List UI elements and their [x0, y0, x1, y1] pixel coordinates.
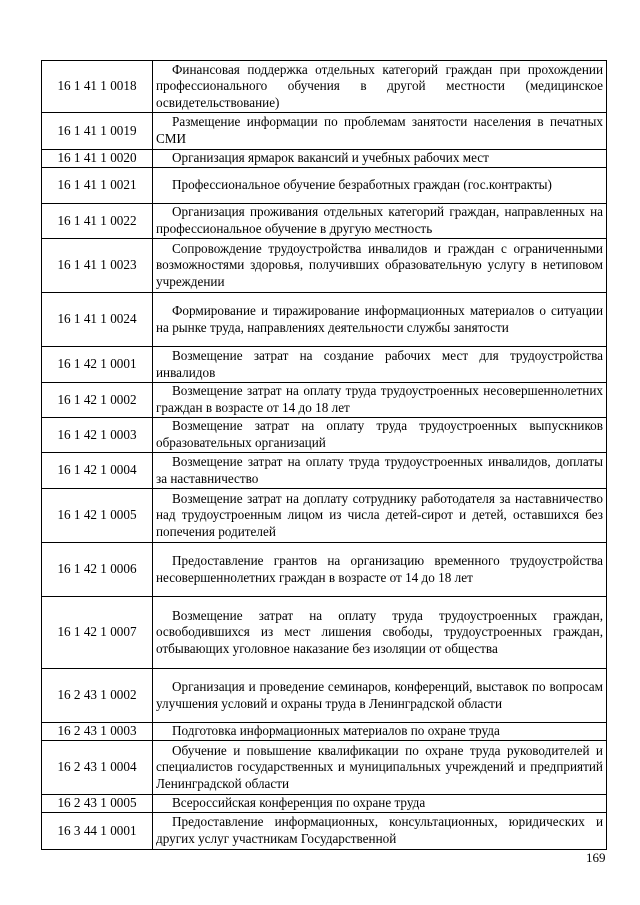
row-code: 16 1 41 1 0023 [42, 239, 153, 293]
row-description: Организация и проведение семинаров, конференций, выставок по вопросам улучшения условий и охраны труда в Ленинградской области [153, 669, 607, 723]
row-description: Подготовка информационных материалов по охране труда [153, 723, 607, 741]
row-code: 16 1 41 1 0019 [42, 113, 153, 150]
table-row [42, 669, 607, 723]
row-description: Сопровождение трудоустройства инвалидов и граждан с ограниченными возможностями здоровья, получивших образовательную услугу в нетиповом учреждении [153, 239, 607, 293]
row-description: Размещение информации по проблемам занятости населения в печатных СМИ [153, 113, 607, 150]
row-code: 16 2 43 1 0004 [42, 741, 153, 795]
row-code: 16 1 42 1 0007 [42, 597, 153, 669]
row-code: 16 2 43 1 0005 [42, 795, 153, 813]
budget-code-table [41, 60, 607, 850]
table-row [42, 453, 607, 489]
row-description: Возмещение затрат на оплату труда трудоустроенных выпускников образовательных организаций [153, 418, 607, 453]
table-body [42, 61, 607, 850]
row-code: 16 2 43 1 0003 [42, 723, 153, 741]
row-description: Предоставление грантов на организацию временного трудоустройства несовершеннолетних граждан в возрасте от 14 до 18 лет [153, 543, 607, 597]
row-description: Организация проживания отдельных категорий граждан, направленных на профессиональное обучение в другую местность [153, 204, 607, 239]
row-code: 16 1 41 1 0022 [42, 204, 153, 239]
row-code: 16 1 42 1 0001 [42, 347, 153, 383]
table-row [42, 723, 607, 741]
row-code: 16 1 41 1 0018 [42, 61, 153, 113]
table-row [42, 741, 607, 795]
row-description: Профессиональное обучение безработных граждан (гос.контракты) [153, 168, 607, 204]
row-code: 16 2 43 1 0002 [42, 669, 153, 723]
table-row [42, 239, 607, 293]
row-description: Возмещение затрат на оплату труда трудоустроенных несовершеннолетних граждан в возрасте от 14 до 18 лет [153, 383, 607, 418]
row-description: Формирование и тиражирование информационных материалов о ситуации на рынке труда, направлениях деятельности службы занятости [153, 293, 607, 347]
table-row [42, 204, 607, 239]
table-row [42, 150, 607, 168]
row-code: 16 1 41 1 0020 [42, 150, 153, 168]
row-code: 16 1 42 1 0004 [42, 453, 153, 489]
row-code: 16 1 42 1 0003 [42, 418, 153, 453]
table-row [42, 597, 607, 669]
table-row [42, 347, 607, 383]
row-description: Возмещение затрат на создание рабочих мест для трудоустройства инвалидов [153, 347, 607, 383]
page-number: 169 [586, 850, 606, 865]
row-code: 16 1 41 1 0024 [42, 293, 153, 347]
row-code: 16 1 42 1 0006 [42, 543, 153, 597]
row-code: 16 1 42 1 0002 [42, 383, 153, 418]
table-row [42, 293, 607, 347]
table-row [42, 113, 607, 150]
row-code: 16 3 44 1 0001 [42, 813, 153, 850]
table-row [42, 543, 607, 597]
row-code: 16 1 41 1 0021 [42, 168, 153, 204]
row-description: Возмещение затрат на доплату сотруднику работодателя за наставничество над трудоустроенным лицом из числа детей-сирот и детей, оставшихся без попечения родителей [153, 489, 607, 543]
row-description: Всероссийская конференция по охране труда [153, 795, 607, 813]
table-row [42, 383, 607, 418]
row-description: Возмещение затрат на оплату труда трудоустроенных граждан, освободившихся из мест лишения свободы, трудоустроенных граждан, отбывающих уголовное наказание без изоляции от общества [153, 597, 607, 669]
row-description: Предоставление информационных, консультационных, юридических и других услуг участникам Государственной [153, 813, 607, 850]
row-description: Финансовая поддержка отдельных категорий граждан при прохождении профессионального обучения в другой местности (медицинское освидетельствование) [153, 61, 607, 113]
table-row [42, 168, 607, 204]
row-description: Организация ярмарок вакансий и учебных рабочих мест [153, 150, 607, 168]
table-row [42, 418, 607, 453]
table-row [42, 795, 607, 813]
row-description: Возмещение затрат на оплату труда трудоустроенных инвалидов, доплаты за наставничество [153, 453, 607, 489]
row-description: Обучение и повышение квалификации по охране труда руководителей и специалистов государственных и муниципальных учреждений и предприятий Ленинградской области [153, 741, 607, 795]
table-row [42, 813, 607, 850]
row-code: 16 1 42 1 0005 [42, 489, 153, 543]
table-row [42, 61, 607, 113]
table-row [42, 489, 607, 543]
